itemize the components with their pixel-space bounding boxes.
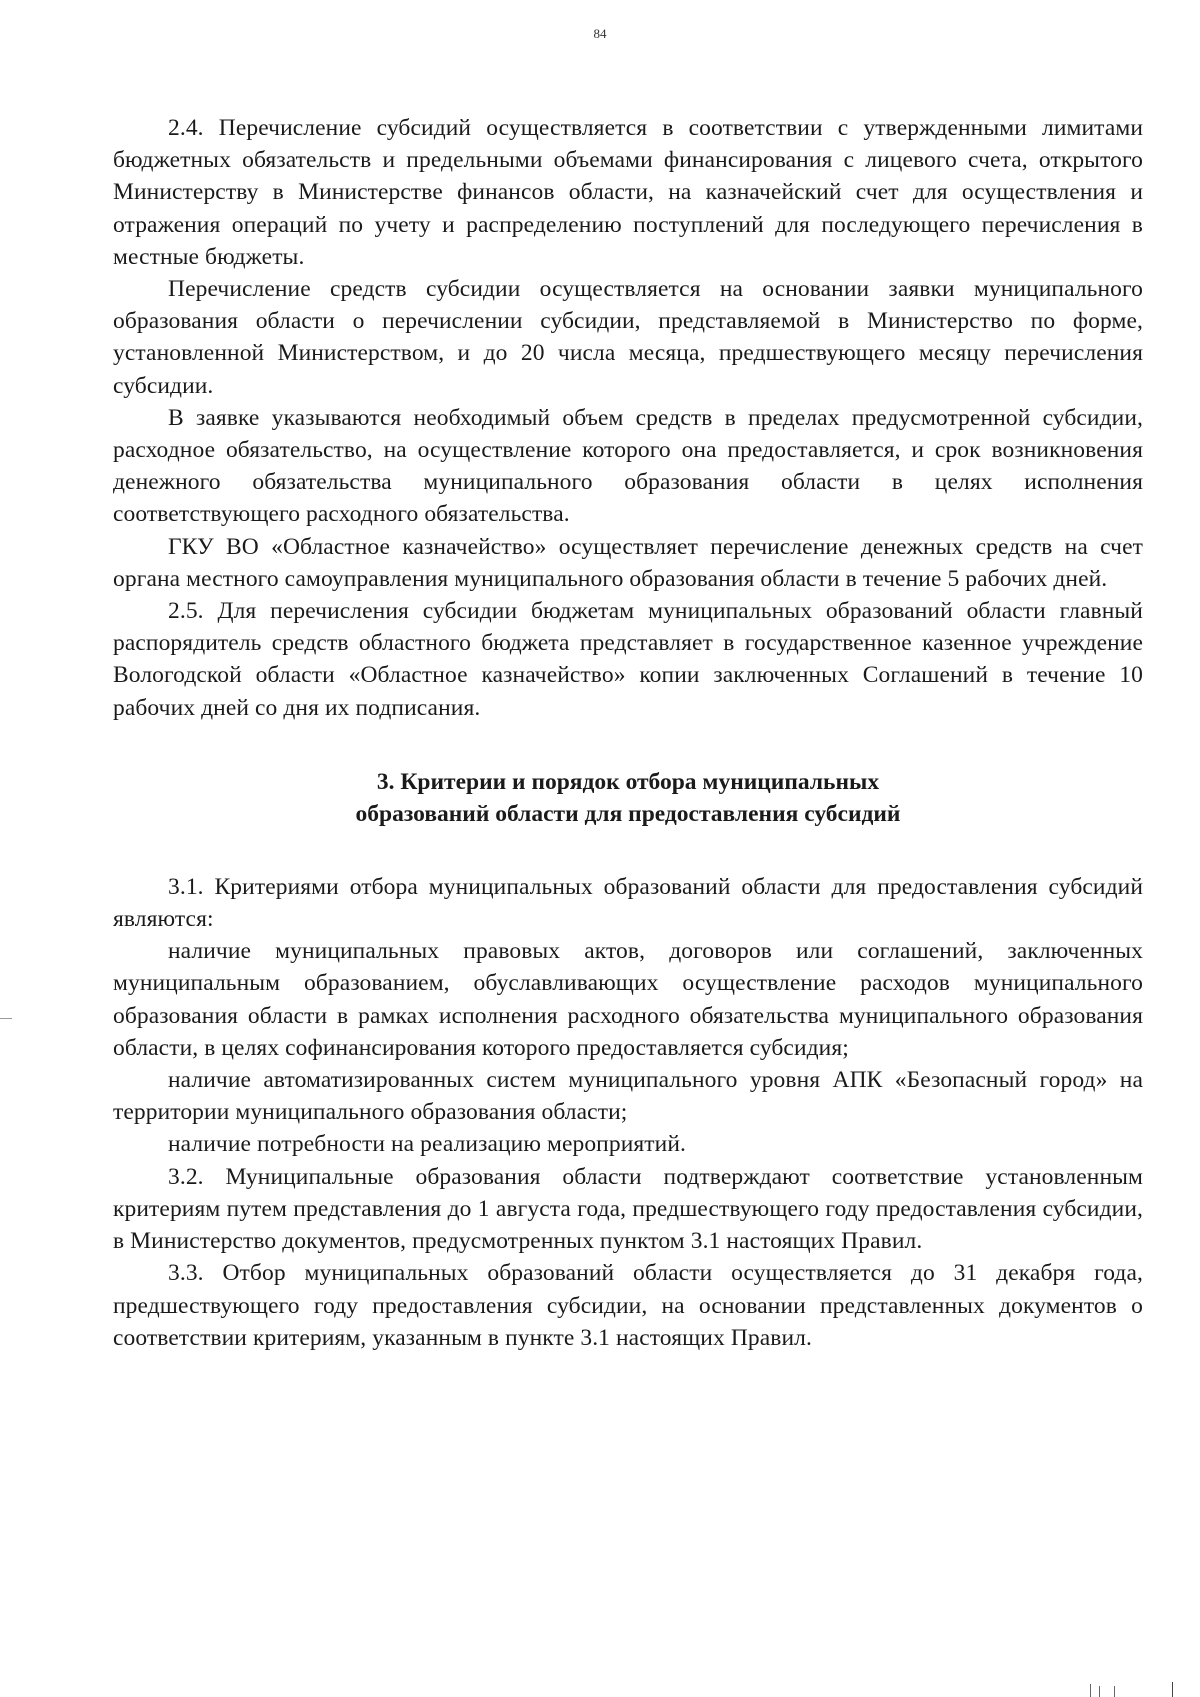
paragraph-application-content: В заявке указываются необходимый объем средств в пределах предусмотренной субсидии, расходное обязательство, на осуществление которого она предоставляется, и срок возникновения денежного обязательства муниципального образования области в целях исполнения соответствующего расходного обязательства. (113, 404, 1143, 528)
criterion-safe-city: наличие автоматизированных систем муниципального уровня АПК «Безопасный город» на территории муниципального образования области; (113, 1067, 1143, 1126)
paragraph-transfer-basis: Перечисление средств субсидии осуществляется на основании заявки муниципального образования области о перечислении субсидии, представляемой в Министерство по форме, установленной Министерством, и до 20 числа месяца, предшествующего месяцу перечисления субсидии. (113, 276, 1143, 399)
paragraph-3-2: 3.2. Муниципальные образования области подтверждают соответствие установленным критериям путем представления до 1 августа года, предшествующего году предоставления субсидии, в Министерство документов, предусмотренных пунктом 3.1 настоящих Правил. (113, 1163, 1143, 1255)
paragraph-3-1: 3.1. Критериями отбора муниципальных образований области для предоставления субсидий являются: (113, 873, 1143, 933)
criterion-legal-acts: наличие муниципальных правовых актов, договоров или соглашений, заключенных муниципальным образованием, обуславливающих осуществление расходов муниципального образования области в рамках исполнения расходного обязательства муниципального образования области, в целях софинансирования которого предоставляется субсидия; (113, 938, 1143, 1061)
paragraph-2-5: 2.5. Для перечисления субсидии бюджетам муниципальных образований области главный распорядитель средств областного бюджета представляет в государственное казенное учреждение Вологодской области «Областное казначейство» копии заключенных Соглашений в течение 10 рабочих дней со дня их подписания. (113, 598, 1143, 721)
criterion-need: наличие потребности на реализацию мероприятий. (168, 1131, 686, 1158)
section-3-heading-line-2: образований области для предоставления субсидий (355, 801, 901, 828)
paragraph-3-3: 3.3. Отбор муниципальных образований области осуществляется до 31 декабря года, предшествующего году предоставления субсидии, на основании представленных документов о соответствии критериям, указанным в пункте 3.1 настоящих Правил. (113, 1260, 1143, 1351)
scan-artifact-right (1172, 1682, 1173, 1697)
page-number: 84 (593, 26, 607, 41)
section-3-heading (113, 766, 1143, 831)
section-3-heading-line-1: 3. Критерии и порядок отбора муниципальных (376, 768, 880, 795)
scan-artifact-left (0, 1018, 12, 1019)
document-body (113, 112, 1143, 1354)
paragraph-treasury-transfer: ГКУ ВО «Областное казначейство» осуществляет перечисление денежных средств на счет органа местного самоуправления муниципального образования области в течение 5 рабочих дней. (113, 533, 1143, 592)
paragraph-2-4: 2.4. Перечисление субсидий осуществляется в соответствии с утвержденными лимитами бюджетных обязательств и предельными объемами финансирования с лицевого счета, открытого Министерству в Министерстве финансов области, на казначейский счет для осуществления и отражения операций по учету и распределению поступлений для последующего перечисления в местные бюджеты. (113, 115, 1143, 270)
scan-artifact-bottom (1090, 1684, 1131, 1697)
